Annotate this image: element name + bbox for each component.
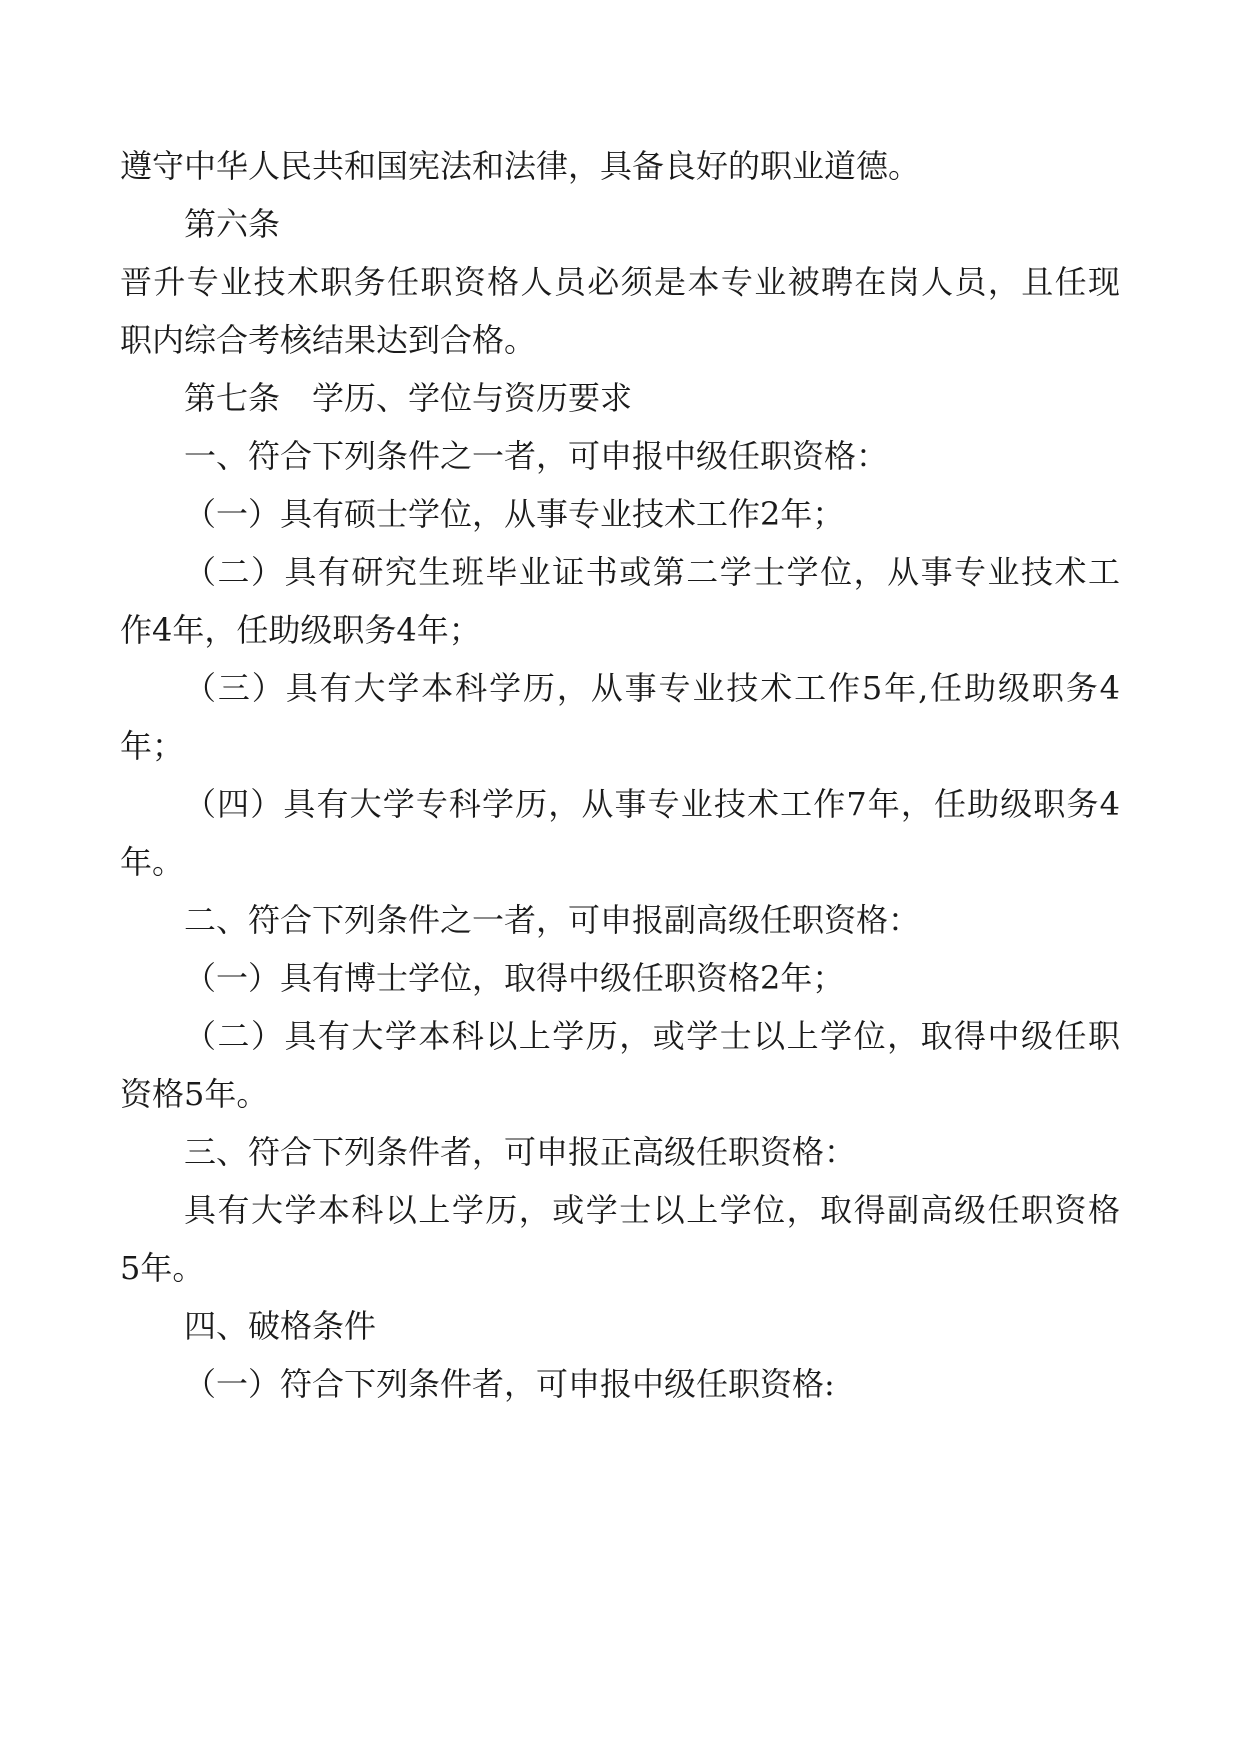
text-line: 年。: [120, 843, 185, 881]
document-page: [120, 0, 1120, 1754]
list-item: （一）具有硕士学位，从事专业技术工作2年；: [184, 495, 845, 533]
list-item: （二）具有大学本科以上学历，或学士以上学位，取得中级任职: [184, 1017, 1120, 1055]
text-line: 年；: [120, 727, 185, 765]
text-line: 职内综合考核结果达到合格。: [120, 321, 537, 359]
list-item: （三）具有大学本科学历，从事专业技术工作5年,任助级职务4: [184, 669, 1120, 707]
article-heading: 第六条: [184, 205, 281, 243]
section-heading: 二、符合下列条件之一者，可申报副高级任职资格：: [184, 901, 921, 939]
text-line: 作4年，任助级职务4年；: [120, 611, 481, 649]
section-heading: 四、破格条件: [184, 1307, 377, 1345]
list-item: （一）具有博士学位，取得中级任职资格2年；: [184, 959, 845, 997]
section-heading: 三、符合下列条件者，可申报正高级任职资格：: [184, 1133, 857, 1171]
text-line: 遵守中华人民共和国宪法和法律，具备良好的职业道德。: [120, 147, 921, 185]
text-line: 资格5年。: [120, 1075, 269, 1113]
list-item: （四）具有大学专科学历，从事专业技术工作7年，任助级职务4: [184, 785, 1120, 823]
article-heading: 第七条 学历、学位与资历要求: [184, 379, 633, 417]
text-line: 5年。: [120, 1249, 205, 1287]
list-item: 具有大学本科以上学历，或学士以上学位，取得副高级任职资格: [184, 1191, 1120, 1229]
list-item: （二）具有研究生班毕业证书或第二学士学位，从事专业技术工: [184, 553, 1120, 591]
list-item: （一）符合下列条件者，可申报中级任职资格:: [184, 1365, 835, 1403]
section-heading: 一、符合下列条件之一者，可申报中级任职资格：: [184, 437, 889, 475]
text-line: 晋升专业技术职务任职资格人员必须是本专业被聘在岗人员，且任现: [120, 263, 1120, 301]
